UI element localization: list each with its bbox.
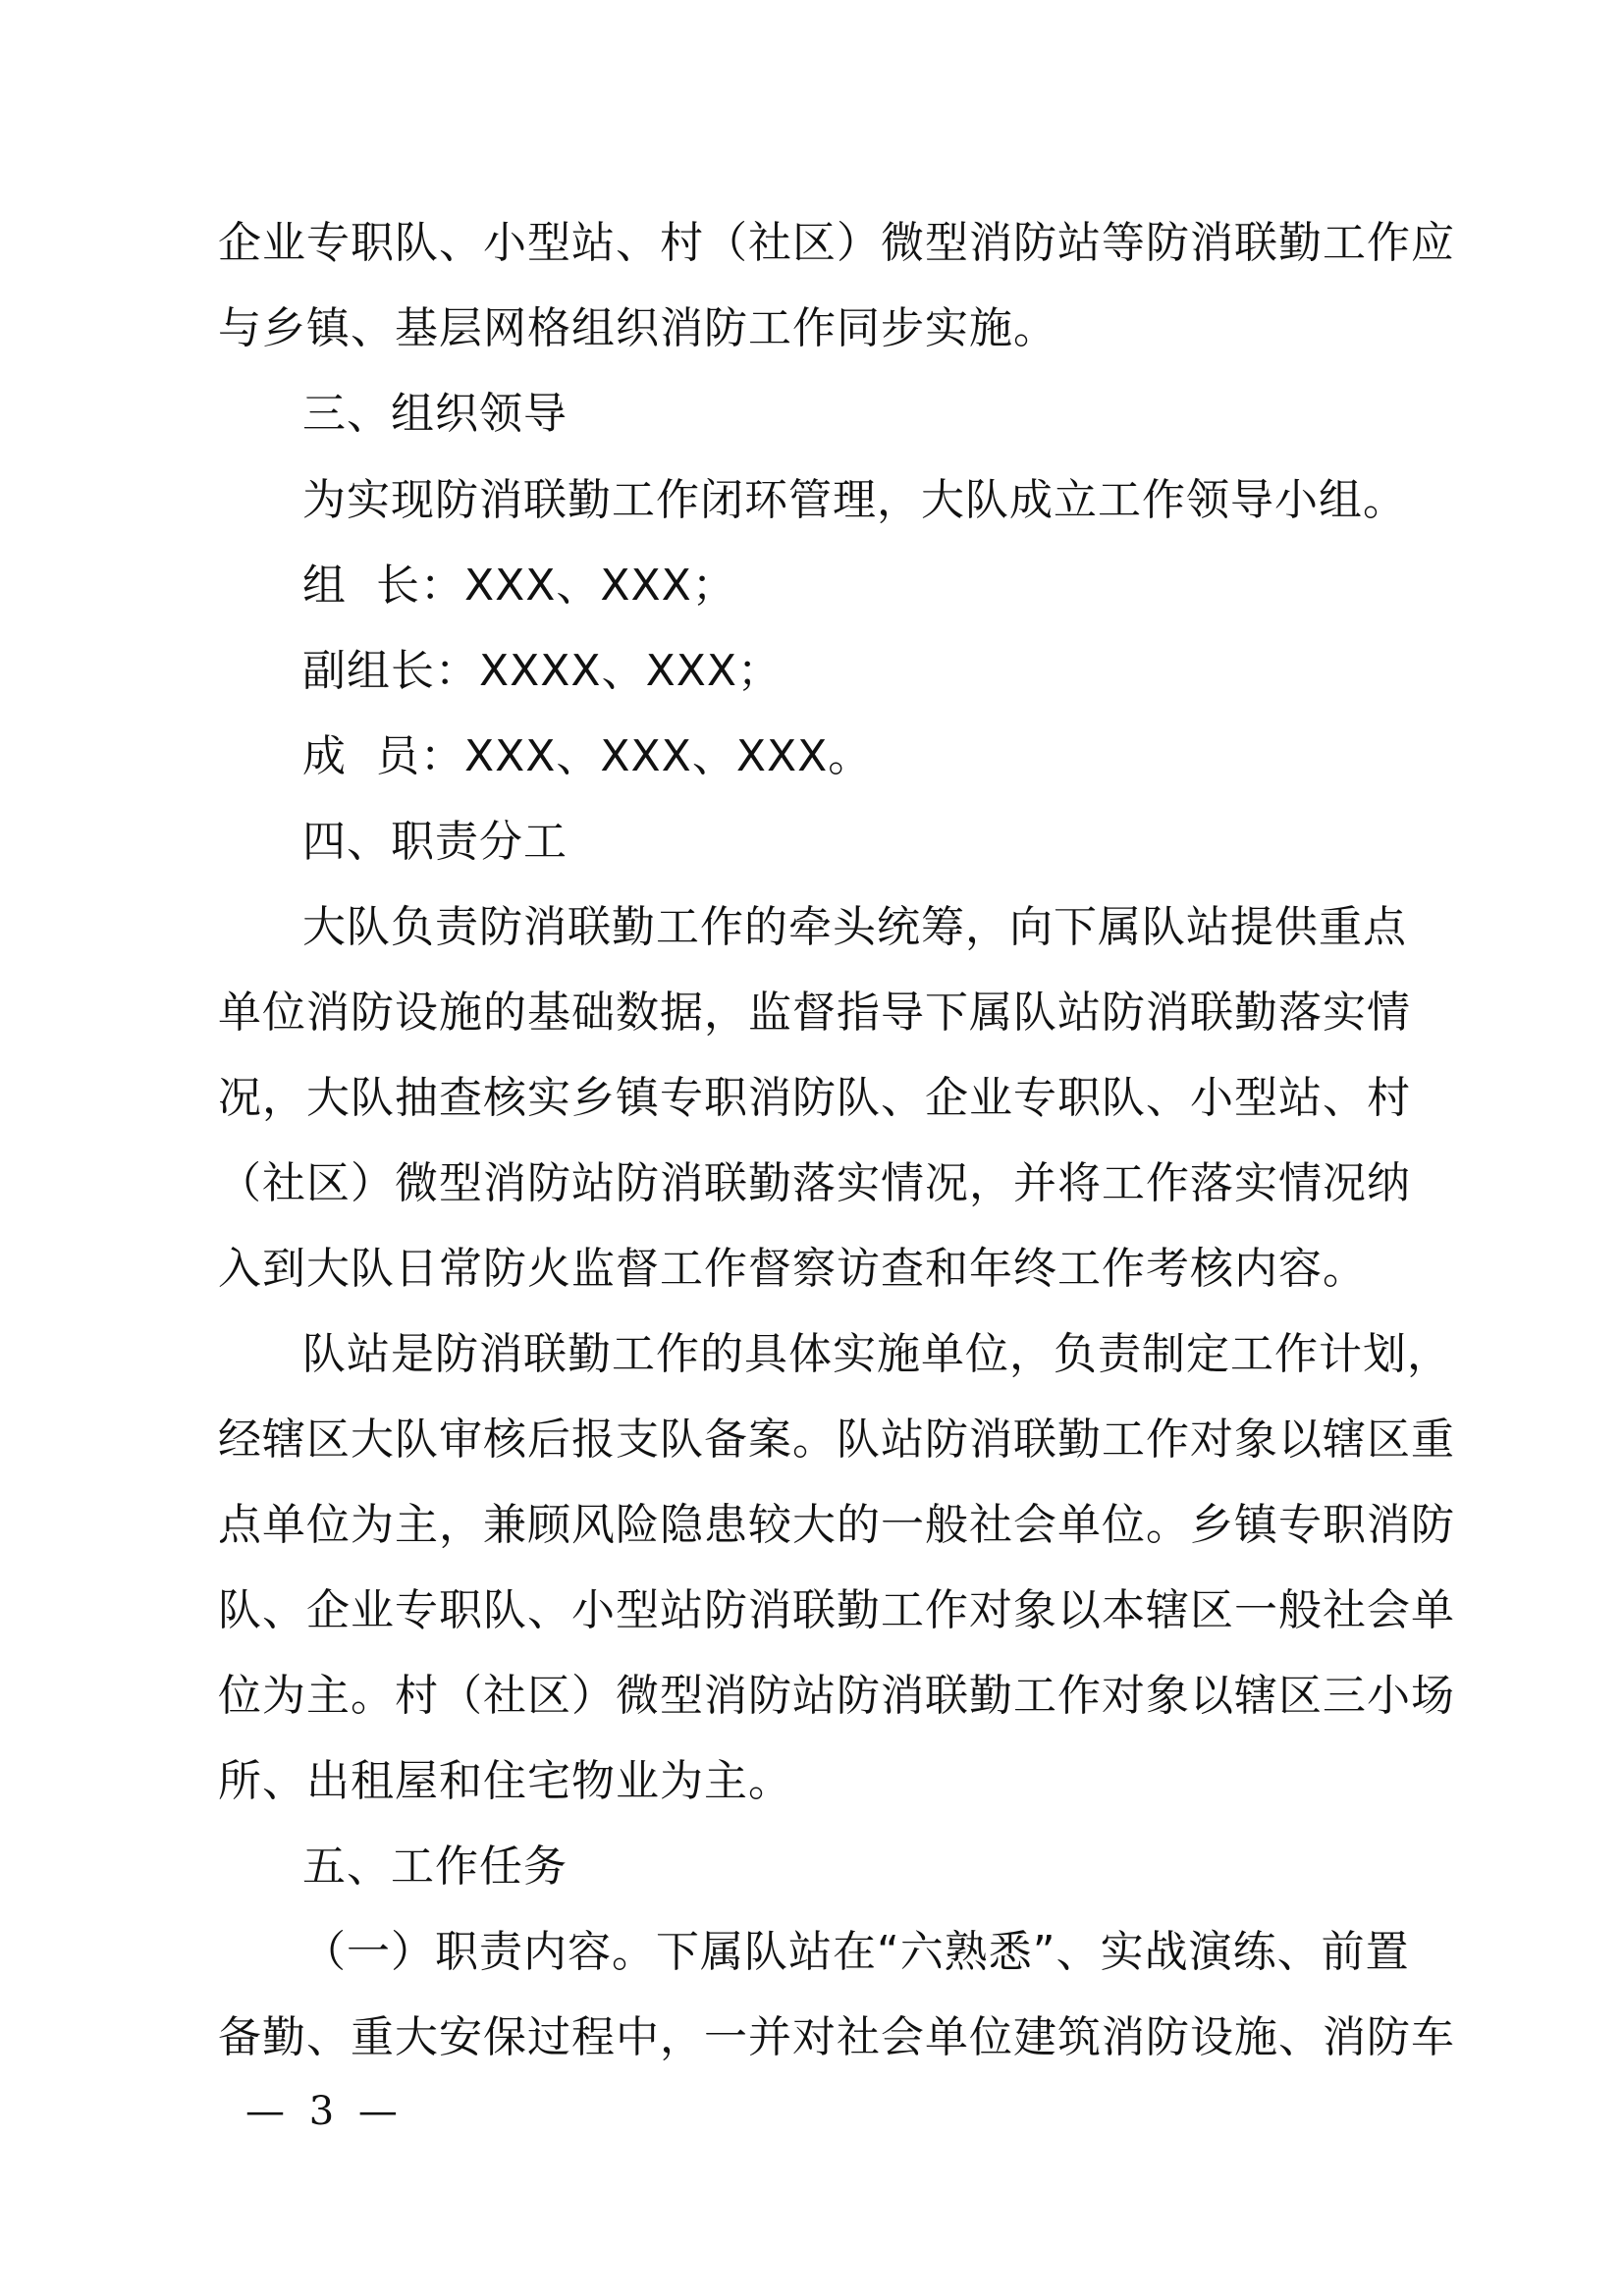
paragraph-line: （社区）微型消防站防消联勤落实情况，并将工作落实情况纳 xyxy=(218,1158,1411,1208)
deputy-leader-line: 副组长：XXXX、XXX； xyxy=(302,646,782,696)
member-line: 成 员：XXX、XXX、XXX。 xyxy=(302,731,873,781)
paragraph-line: 队站是防消联勤工作的具体实施单位，负责制定工作计划， xyxy=(302,1329,1451,1379)
leader-line: 组 长：XXX、XXX； xyxy=(302,561,736,611)
paragraph-line: 入到大队日常防火监督工作督察访查和年终工作考核内容。 xyxy=(218,1244,1367,1294)
paragraph-line: 备勤、重大安保过程中，一并对社会单位建筑消防设施、消防车 xyxy=(218,2012,1455,2062)
paragraph-line: 况，大队抽查核实乡镇专职消防队、企业专职队、小型站、村 xyxy=(218,1073,1411,1123)
paragraph-line: 企业专职队、小型站、村（社区）微型消防站等防消联勤工作应 xyxy=(218,218,1455,268)
paragraph-line: 大队负责防消联勤工作的牵头统筹，向下属队站提供重点 xyxy=(302,902,1407,952)
paragraph-line: 为实现防消联勤工作闭环管理，大队成立工作领导小组。 xyxy=(302,475,1407,525)
paragraph-line: 经辖区大队审核后报支队备案。队站防消联勤工作对象以辖区重 xyxy=(218,1415,1455,1465)
paragraph-line: 点单位为主，兼顾风险隐患较大的一般社会单位。乡镇专职消防 xyxy=(218,1500,1455,1550)
page-number: — 3 — xyxy=(245,2089,404,2134)
paragraph-line: 单位消防设施的基础数据，监督指导下属队站防消联勤落实情 xyxy=(218,988,1411,1038)
paragraph-line: （一）职责内容。下属队站在“六熟悉”、实战演练、前置 xyxy=(302,1927,1410,1977)
section-heading: 五、工作任务 xyxy=(302,1842,568,1892)
paragraph-line: 所、出租屋和住宅物业为主。 xyxy=(218,1756,792,1806)
paragraph-line: 位为主。村（社区）微型消防站防消联勤工作对象以辖区三小场 xyxy=(218,1671,1455,1721)
section-heading: 三、组织领导 xyxy=(302,389,568,439)
paragraph-line: 与乡镇、基层网格组织消防工作同步实施。 xyxy=(218,303,1057,353)
paragraph-line: 队、企业专职队、小型站防消联勤工作对象以本辖区一般社会单 xyxy=(218,1585,1455,1635)
section-heading: 四、职责分工 xyxy=(302,817,568,867)
